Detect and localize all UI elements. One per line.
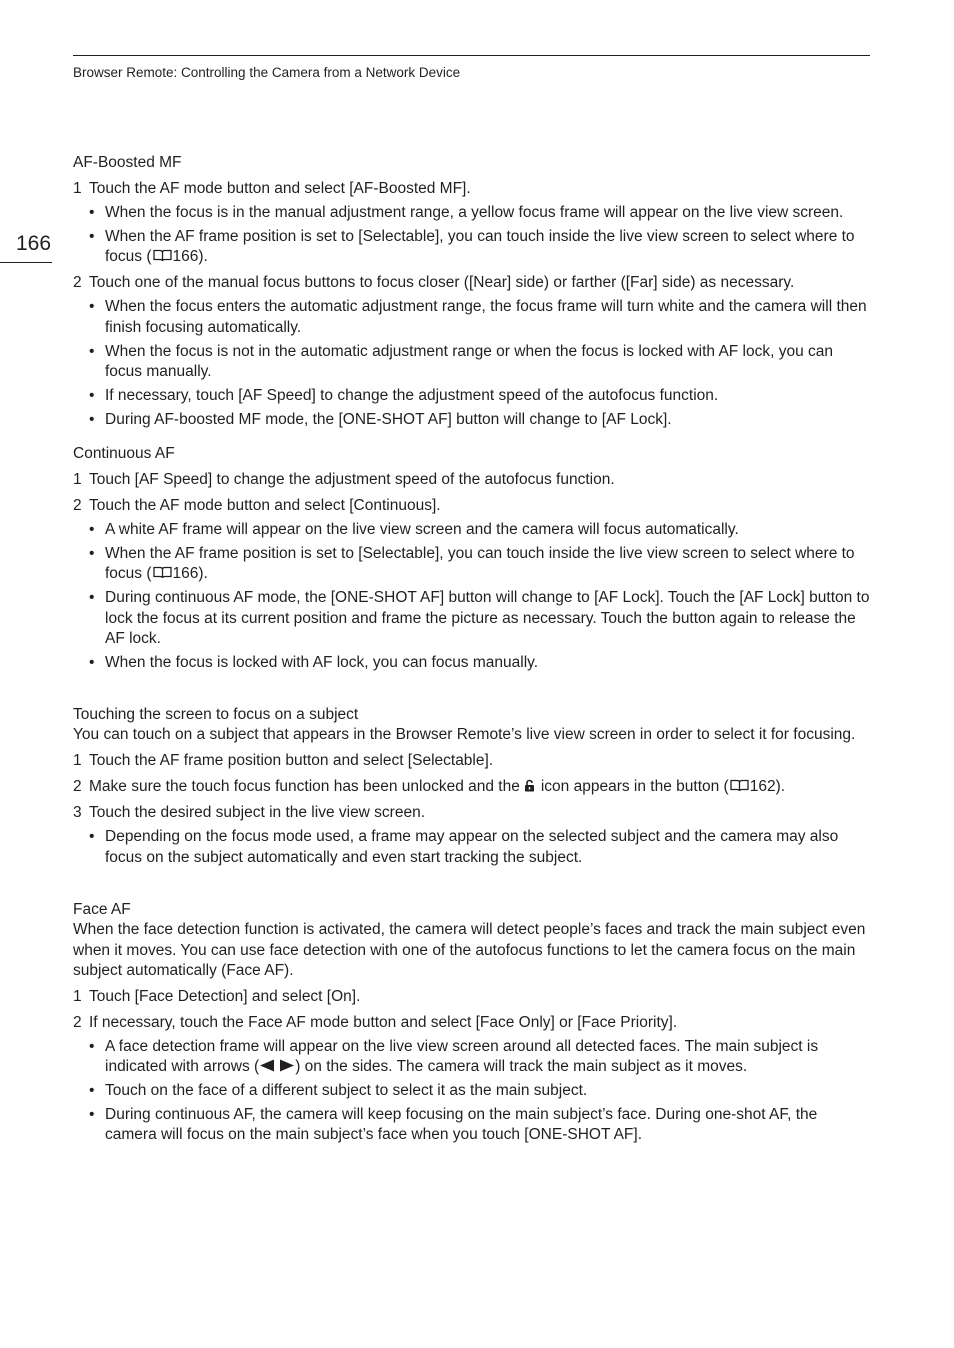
bullet-dot: • bbox=[89, 1082, 95, 1100]
bullet-list bbox=[73, 297, 870, 430]
bullet-dot: • bbox=[89, 653, 95, 671]
step-number: 1 bbox=[73, 987, 82, 1005]
step-text: Touch [Face Detection] and select [On]. bbox=[89, 987, 361, 1005]
bullet-item bbox=[73, 827, 870, 868]
bullet-item bbox=[73, 588, 870, 649]
step-number: 1 bbox=[73, 179, 82, 197]
step-number: 2 bbox=[73, 497, 82, 515]
header-rule bbox=[73, 55, 870, 56]
section-heading: Continuous AF bbox=[73, 445, 175, 463]
step-text: Touch [AF Speed] to change the adjustment speed of the autofocus function. bbox=[89, 471, 615, 489]
page-number-rule bbox=[0, 262, 52, 263]
bullet-item bbox=[73, 410, 870, 430]
bullet-text: When the focus is not in the automatic adjustment range or when the focus is locked with AF lock, you can focus manually. bbox=[105, 342, 834, 380]
bullet-dot: • bbox=[89, 410, 95, 428]
bullet-text-end: ) on the sides. The camera will track the main subject as it moves. bbox=[295, 1058, 748, 1076]
step-number: 3 bbox=[73, 804, 82, 822]
bullet-dot: • bbox=[89, 386, 95, 404]
bullet-item bbox=[73, 653, 870, 673]
page-reference[interactable]: 166 bbox=[172, 248, 199, 266]
bullet-dot: • bbox=[89, 589, 95, 607]
page-number: 166 bbox=[16, 232, 52, 255]
bullet-text: Depending on the focus mode used, a frame may appear on the selected subject and the camera may also focus on the subject automatically and even start tracking the subject. bbox=[105, 828, 839, 866]
section-heading: Touching the screen to focus on a subject bbox=[73, 706, 359, 724]
bullet-item bbox=[73, 1105, 870, 1146]
section-af-boosted-mf bbox=[73, 153, 870, 430]
page-reference[interactable]: 166 bbox=[172, 565, 199, 583]
bullet-text-end: ). bbox=[198, 248, 208, 266]
step-item bbox=[73, 803, 870, 823]
bullet-item bbox=[73, 297, 870, 338]
step-item bbox=[73, 987, 870, 1007]
bullet-item bbox=[73, 342, 870, 383]
bullet-item bbox=[73, 520, 870, 540]
bullet-item bbox=[73, 227, 870, 268]
book-reference-icon bbox=[730, 779, 749, 792]
bullet-text-end: ). bbox=[198, 565, 208, 583]
step-text: If necessary, touch the Face AF mode button and select [Face Only] or [Face Priority]. bbox=[89, 1013, 678, 1031]
bullet-text: Touch on the face of a different subject to select it as the main subject. bbox=[105, 1082, 588, 1100]
bullet-text: When the AF frame position is set to [Selectable], you can touch inside the live view screen to select where to focus ( bbox=[105, 545, 855, 583]
section-heading: AF-Boosted MF bbox=[73, 154, 182, 171]
step-text: Touch the desired subject in the live view screen. bbox=[89, 804, 426, 822]
bullet-item bbox=[73, 1037, 870, 1078]
step-item bbox=[73, 496, 870, 516]
bullet-item bbox=[73, 386, 870, 406]
section-face-af bbox=[73, 900, 870, 1146]
section-touch-focus bbox=[73, 705, 870, 868]
step-item bbox=[73, 1013, 870, 1033]
bullet-text: A white AF frame will appear on the live view screen and the camera will focus automatically. bbox=[105, 521, 739, 539]
step-number: 2 bbox=[73, 1013, 82, 1031]
bullet-list bbox=[73, 203, 870, 268]
bullet-text: When the AF frame position is set to [Selectable], you can touch inside the live view screen to select where to focus ( bbox=[105, 227, 855, 266]
section-continuous-af bbox=[73, 444, 870, 673]
bullet-item bbox=[73, 1081, 870, 1101]
bullet-dot: • bbox=[89, 521, 95, 539]
step-item bbox=[73, 470, 870, 490]
bullet-text: When the focus is locked with AF lock, you can focus manually. bbox=[105, 653, 539, 671]
step-text: Touch one of the manual focus buttons to focus closer ([Near] side) or farther ([Far] side) as necessary. bbox=[89, 274, 795, 292]
section-heading: Face AF bbox=[73, 900, 131, 918]
bullet-text: If necessary, touch [AF Speed] to change the adjustment speed of the autofocus function. bbox=[105, 386, 719, 404]
bullet-text: A face detection frame will appear on the live view screen around all detected faces. The main subject is indicated with arrows ( bbox=[105, 1037, 819, 1076]
bullet-dot: • bbox=[89, 828, 95, 846]
bullet-dot: • bbox=[89, 342, 95, 360]
left-right-arrows-icon bbox=[259, 1059, 295, 1072]
running-header: Browser Remote: Controlling the Camera from a Network Device bbox=[73, 65, 461, 80]
step-text: Touch the AF frame position button and select [Selectable]. bbox=[89, 752, 494, 770]
document-body bbox=[73, 153, 870, 1146]
intro-paragraph: When the face detection function is activated, the camera will detect people’s faces and track the main subject even when it moves. You can use face detection with one of the autofocus functions to let the camera focus on the main subject automatically (Face AF). bbox=[73, 921, 866, 979]
intro-paragraph: You can touch on a subject that appears in the Browser Remote’s live view screen in order to select it for focusing. bbox=[73, 726, 856, 744]
step-text-middle: icon appears in the button ( bbox=[540, 778, 729, 796]
bullet-item bbox=[73, 203, 870, 223]
step-item bbox=[73, 751, 870, 771]
step-number: 1 bbox=[73, 471, 82, 489]
book-reference-icon bbox=[153, 249, 172, 262]
bullet-item bbox=[73, 544, 870, 585]
step-number: 2 bbox=[73, 274, 82, 292]
bullet-dot: • bbox=[89, 203, 95, 221]
bullet-text: During continuous AF mode, the [ONE-SHOT AF] button will change to [AF Lock]. Touch the [AF Lock] button to lock the focus at its current position and frame the picture as necessary. Touch the button again to release the AF lock. bbox=[105, 589, 870, 647]
bullet-text: When the focus enters the automatic adjustment range, the focus frame will turn white and the camera will then finish focusing automatically. bbox=[105, 298, 867, 336]
bullet-text: During AF-boosted MF mode, the [ONE-SHOT AF] button will change to [AF Lock]. bbox=[105, 410, 672, 428]
bullet-list bbox=[73, 827, 870, 868]
bullet-text: When the focus is in the manual adjustment range, a yellow focus frame will appear on the live view screen. bbox=[105, 203, 844, 221]
step-text: Make sure the touch focus function has been unlocked and the bbox=[89, 778, 520, 796]
step-item bbox=[73, 777, 870, 797]
bullet-text: During continuous AF, the camera will keep focusing on the main subject’s face. During one-shot AF, the camera will focus on the main subject’s face when you touch [ONE-SHOT AF]. bbox=[105, 1106, 818, 1144]
page-reference[interactable]: 162 bbox=[749, 778, 776, 796]
bullet-list bbox=[73, 1037, 870, 1146]
step-item bbox=[73, 273, 870, 293]
bullet-dot: • bbox=[89, 227, 95, 245]
step-text: Touch the AF mode button and select [AF-Boosted MF]. bbox=[89, 179, 471, 197]
bullet-list bbox=[73, 520, 870, 673]
book-reference-icon bbox=[153, 566, 172, 579]
step-text-end: ). bbox=[775, 778, 786, 796]
step-item bbox=[73, 179, 870, 199]
bullet-dot: • bbox=[89, 1037, 95, 1055]
step-number: 1 bbox=[73, 752, 82, 770]
bullet-dot: • bbox=[89, 545, 95, 562]
lock-icon bbox=[524, 779, 535, 792]
bullet-dot: • bbox=[89, 1106, 95, 1124]
step-number: 2 bbox=[73, 778, 82, 796]
step-text: Touch the AF mode button and select [Continuous]. bbox=[89, 497, 441, 515]
bullet-dot: • bbox=[89, 298, 95, 316]
